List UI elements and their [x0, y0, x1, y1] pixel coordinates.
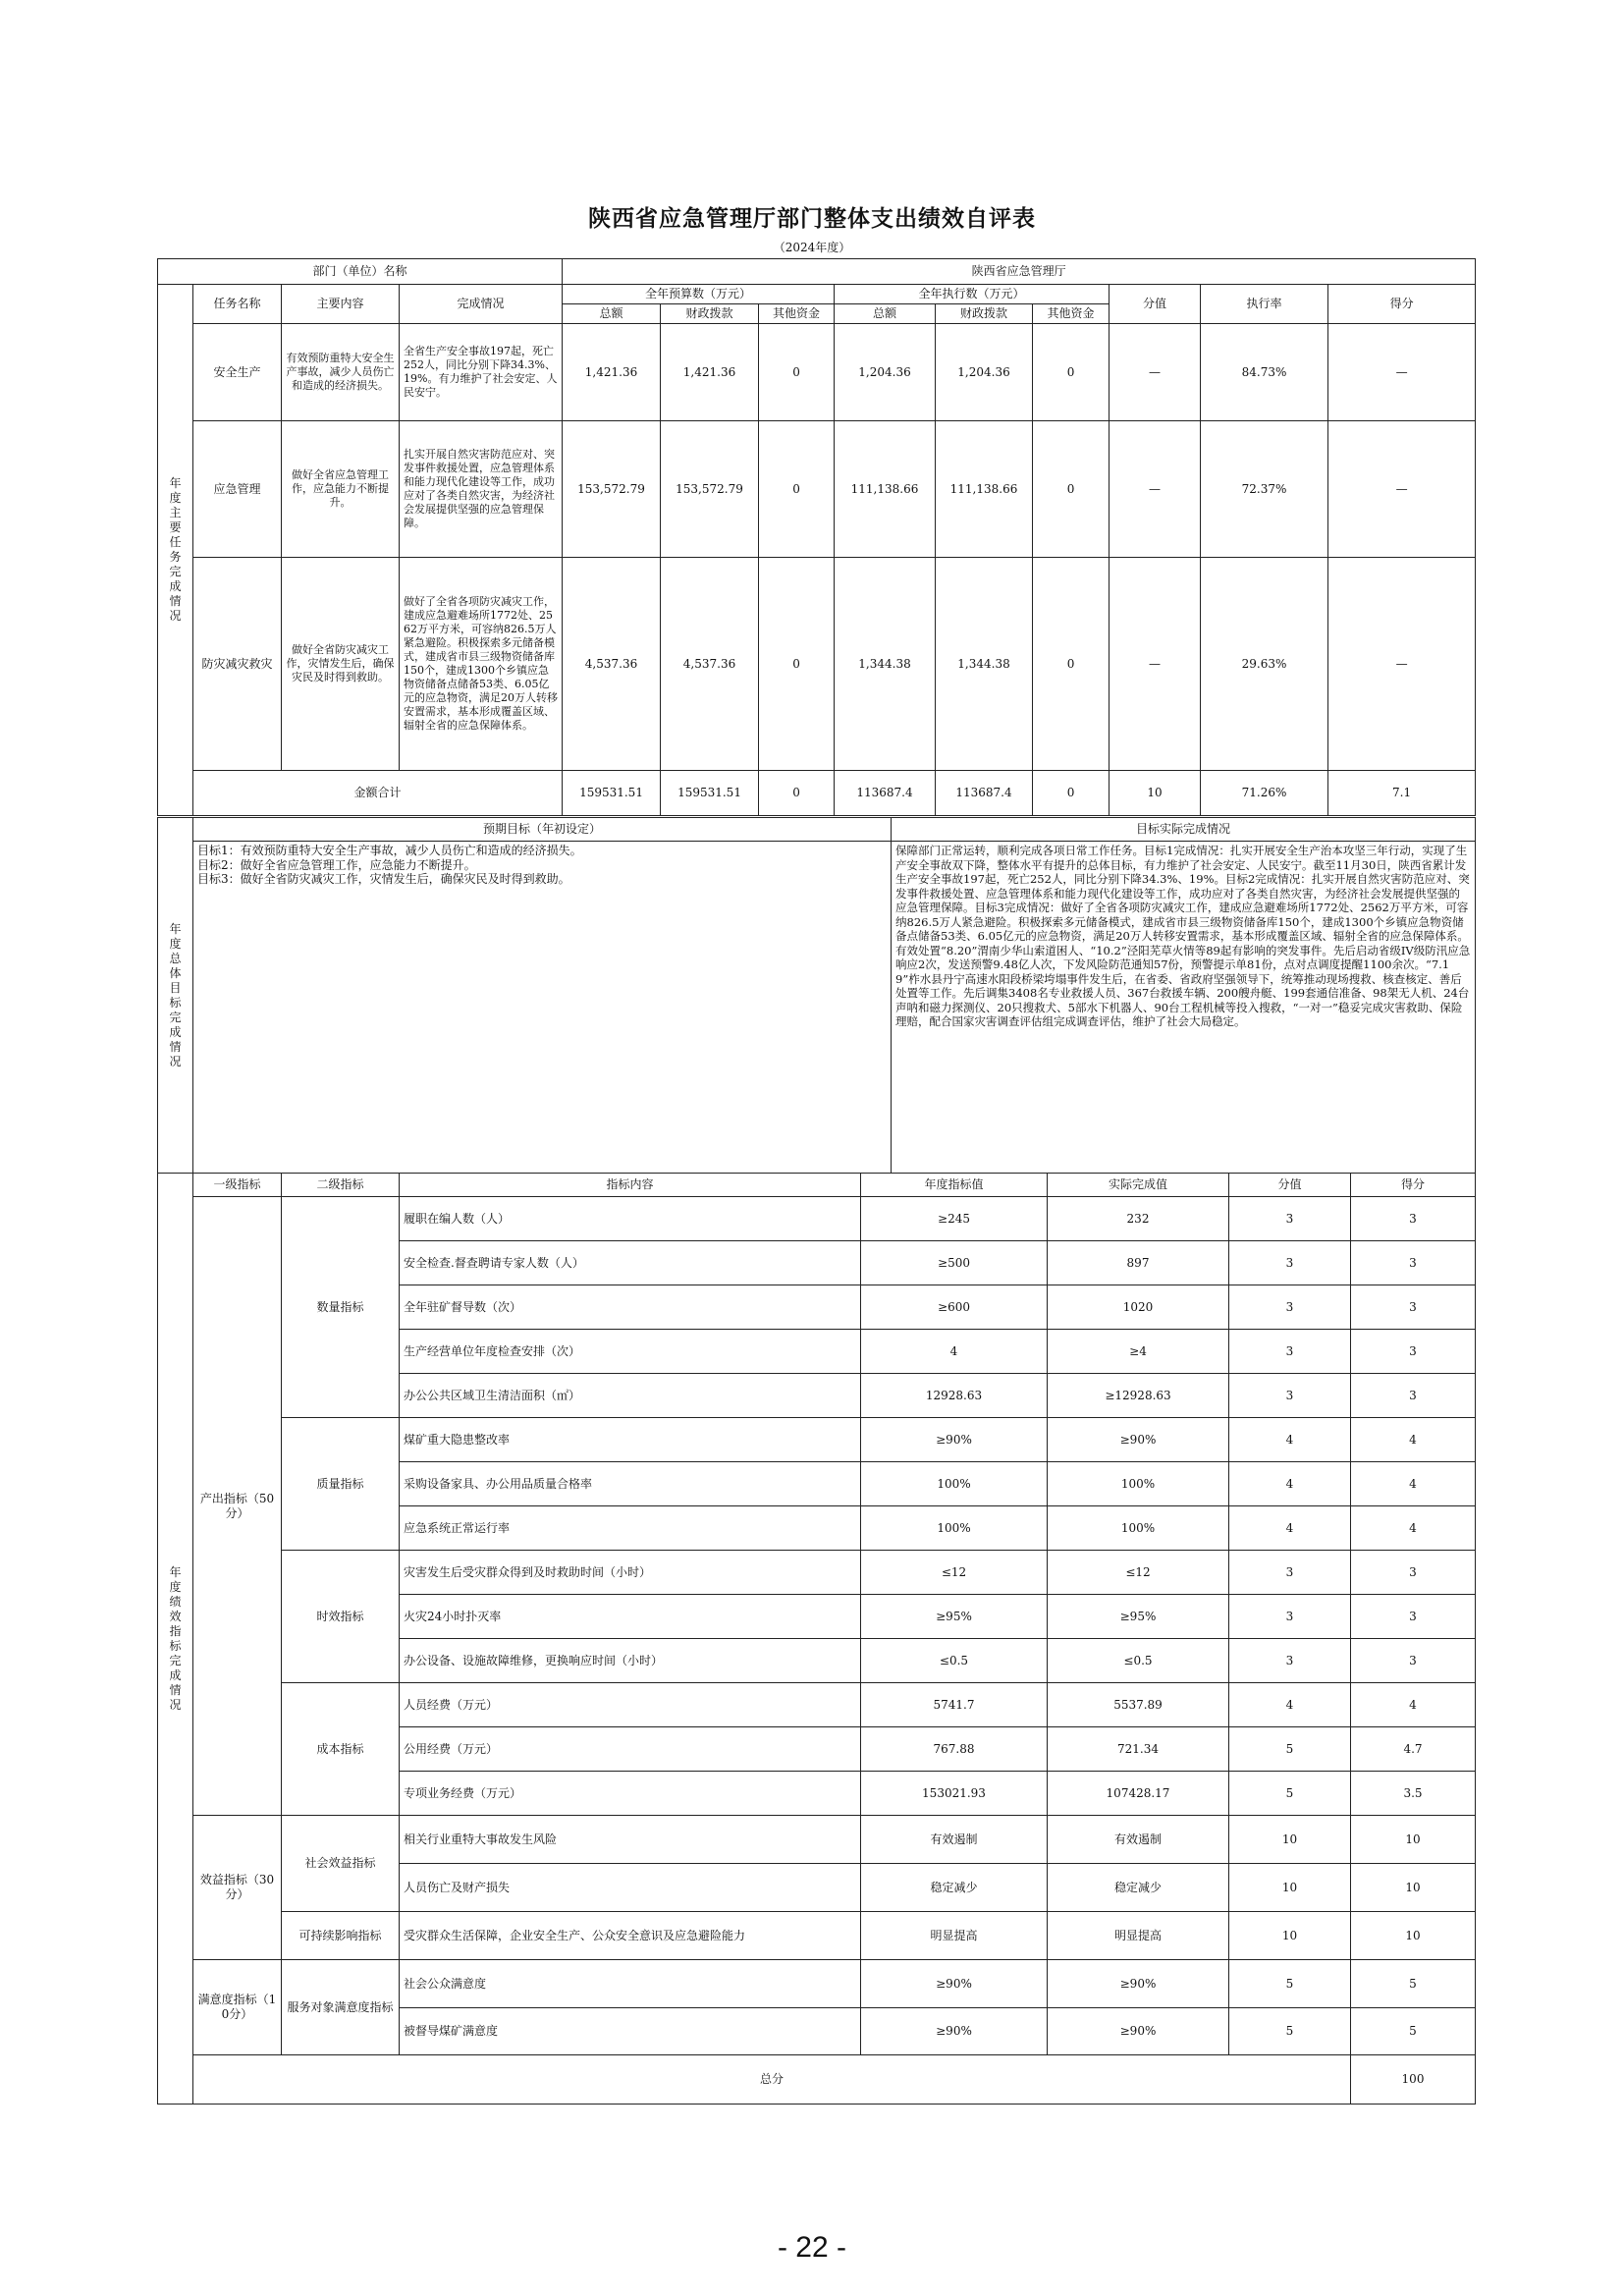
- indicator-value: 3: [1229, 1551, 1351, 1595]
- col-score: 得分: [1328, 285, 1476, 324]
- indicator-value: 3: [1229, 1330, 1351, 1374]
- task-exec-total: 111,138.66: [835, 421, 936, 558]
- table-row: [158, 1551, 1476, 1595]
- indicator-target: ≤0.5: [861, 1639, 1048, 1683]
- indicator-score: 3: [1351, 1551, 1476, 1595]
- total-row: [158, 771, 1476, 816]
- indicator-actual: 5537.89: [1048, 1683, 1229, 1727]
- task-exec-other: 0: [1033, 558, 1110, 771]
- task-budget-other: 0: [759, 421, 835, 558]
- table-row: [158, 1683, 1476, 1727]
- task-score-value: —: [1110, 421, 1201, 558]
- indicator-score: 3: [1351, 1241, 1476, 1285]
- task-score: —: [1328, 558, 1476, 771]
- indicator-actual: 1020: [1048, 1285, 1229, 1330]
- indicator-content: 灾害发生后受灾群众得到及时救助时间（小时）: [400, 1551, 861, 1595]
- task-content: 做好全省应急管理工作，应急能力不断提升。: [282, 421, 400, 558]
- indicator-content: 办公设备、设施故障维修，更换响应时间（小时）: [400, 1639, 861, 1683]
- indicator-score: 4: [1351, 1418, 1476, 1462]
- indicator-content: 社会公众满意度: [400, 1960, 861, 2008]
- document-year: （2024年度）: [773, 241, 851, 254]
- expected-goal-3: 目标3：做好全省防灾减灾工作，灾情发生后，确保灾民及时得到救助。: [197, 872, 570, 886]
- side-label-goals: 年度总体目标完成情况: [158, 818, 193, 1174]
- col-completion: 完成情况: [400, 285, 563, 324]
- dept-label: 部门（单位）名称: [158, 259, 563, 285]
- total-label: 金额合计: [193, 771, 563, 816]
- indicator-content: 煤矿重大隐患整改率: [400, 1418, 861, 1462]
- indicator-target: 153021.93: [861, 1772, 1048, 1816]
- indicator-target: ≥90%: [861, 1960, 1048, 2008]
- task-completion: 全省生产安全事故197起，死亡252人，同比分别下降34.3%、19%。有力维护了社会安定、人民安宁。: [400, 324, 563, 421]
- indicator-score: 4: [1351, 1683, 1476, 1727]
- indicator-score: 3: [1351, 1197, 1476, 1241]
- indicator-target: ≥90%: [861, 2008, 1048, 2055]
- dept-value: 陕西省应急管理厅: [563, 259, 1476, 285]
- indicator-table: [157, 1173, 1476, 2105]
- indicator-score: 4: [1351, 1462, 1476, 1506]
- indicator-value: 5: [1229, 1960, 1351, 2008]
- indicator-score: 4: [1351, 1506, 1476, 1551]
- indicator-actual: ≥95%: [1048, 1595, 1229, 1639]
- indicator-value: 5: [1229, 1772, 1351, 1816]
- total-exec-total: 113687.4: [835, 771, 936, 816]
- task-completion: 做好了全省各项防灾减灾工作，建成应急避难场所1772处、2562万平方米，可容纳826.5万人紧急避险。积极探索多元储备模式，建成省市县三级物资储备库150个，建成1300个乡镇应急物资储备点储备53类、6.05亿元的应急物资，满足20万人转移安置需求，基本形成覆盖区域、辐射全省的应急保障体系。: [400, 558, 563, 771]
- task-exec-rate: 72.37%: [1201, 421, 1328, 558]
- task-budget-fiscal: 4,537.36: [661, 558, 759, 771]
- col-score: 得分: [1351, 1174, 1476, 1197]
- col-exec-rate: 执行率: [1201, 285, 1328, 324]
- task-name: 安全生产: [193, 324, 282, 421]
- indicator-content: 人员经费（万元）: [400, 1683, 861, 1727]
- expected-goal-1: 目标1：有效预防重特大安全生产事故，减少人员伤亡和造成的经济损失。: [197, 844, 582, 857]
- output-indicator-label: 产出指标（50分）: [193, 1197, 282, 1816]
- task-score: —: [1328, 324, 1476, 421]
- indicator-score: 3: [1351, 1595, 1476, 1639]
- task-budget-total: 1,421.36: [563, 324, 661, 421]
- indicator-content: 公用经费（万元）: [400, 1727, 861, 1772]
- indicator-target: ≥500: [861, 1241, 1048, 1285]
- indicator-score: 4.7: [1351, 1727, 1476, 1772]
- task-exec-fiscal: 111,138.66: [936, 421, 1033, 558]
- task-row: [158, 421, 1476, 558]
- side-label-indicators: 年度绩效指标完成情况: [158, 1174, 193, 2105]
- col-budget-other: 其他资金: [759, 304, 835, 324]
- indicator-content: 全年驻矿督导数（次）: [400, 1285, 861, 1330]
- total-exec-other: 0: [1033, 771, 1110, 816]
- side-label-tasks: 年度主要任务完成情况: [158, 285, 193, 816]
- expected-goal-header: 预期目标（年初设定）: [193, 818, 892, 842]
- indicator-score: 10: [1351, 1864, 1476, 1912]
- task-budget-other: 0: [759, 324, 835, 421]
- indicator-content: 人员伤亡及财产损失: [400, 1864, 861, 1912]
- indicator-actual: 明显提高: [1048, 1912, 1229, 1960]
- task-content: 做好全省防灾减灾工作，灾情发生后，确保灾民及时得到救助。: [282, 558, 400, 771]
- col-target: 年度指标值: [861, 1174, 1048, 1197]
- indicator-score: 3: [1351, 1639, 1476, 1683]
- col-main-content: 主要内容: [282, 285, 400, 324]
- indicator-value: 4: [1229, 1506, 1351, 1551]
- service-indicator-label: 服务对象满意度指标: [282, 1960, 400, 2055]
- indicator-target: ≥95%: [861, 1595, 1048, 1639]
- satisfaction-indicator-label: 满意度指标（10分）: [193, 1960, 282, 2055]
- indicator-content: 专项业务经费（万元）: [400, 1772, 861, 1816]
- table-row: [158, 1960, 1476, 2008]
- task-budget-other: 0: [759, 558, 835, 771]
- task-completion: 扎实开展自然灾害防范应对、突发事件救援处置，应急管理体系和能力现代化建设等工作，成功应对了各类自然灾害，为经济社会发展提供坚强的应急管理保障。: [400, 421, 563, 558]
- indicator-actual: 稳定减少: [1048, 1864, 1229, 1912]
- task-name: 防灾减灾救灾: [193, 558, 282, 771]
- cost-indicator-label: 成本指标: [282, 1683, 400, 1816]
- indicator-score: 10: [1351, 1912, 1476, 1960]
- indicator-target: ≥600: [861, 1285, 1048, 1330]
- indicator-content: 安全检查.督查聘请专家人数（人）: [400, 1241, 861, 1285]
- indicator-content: 相关行业重特大事故发生风险: [400, 1816, 861, 1864]
- indicator-target: 明显提高: [861, 1912, 1048, 1960]
- task-exec-rate: 29.63%: [1201, 558, 1328, 771]
- quantity-indicator-label: 数量指标: [282, 1197, 400, 1418]
- indicator-actual: ≥90%: [1048, 1418, 1229, 1462]
- task-budget-total: 153,572.79: [563, 421, 661, 558]
- expected-goals: [193, 842, 892, 1174]
- indicator-value: 4: [1229, 1418, 1351, 1462]
- indicator-score: 3: [1351, 1374, 1476, 1418]
- task-exec-fiscal: 1,204.36: [936, 324, 1033, 421]
- indicator-value: 3: [1229, 1285, 1351, 1330]
- col-exec-other: 其他资金: [1033, 304, 1110, 324]
- indicator-actual: ≥90%: [1048, 1960, 1229, 2008]
- grand-total-row: [158, 2055, 1476, 2105]
- indicator-actual: ≤0.5: [1048, 1639, 1229, 1683]
- indicator-score: 3: [1351, 1330, 1476, 1374]
- indicator-score: 10: [1351, 1816, 1476, 1864]
- indicator-actual: 107428.17: [1048, 1772, 1229, 1816]
- actual-goal-header: 目标实际完成情况: [892, 818, 1476, 842]
- indicator-target: 767.88: [861, 1727, 1048, 1772]
- task-row: [158, 324, 1476, 421]
- total-exec-fiscal: 113687.4: [936, 771, 1033, 816]
- benefit-indicator-label: 效益指标（30分）: [193, 1816, 282, 1960]
- task-exec-total: 1,344.38: [835, 558, 936, 771]
- col-value: 分值: [1229, 1174, 1351, 1197]
- col-actual: 实际完成值: [1048, 1174, 1229, 1197]
- grand-total-value: 100: [1351, 2055, 1476, 2105]
- social-indicator-label: 社会效益指标: [282, 1816, 400, 1912]
- grand-total-label: 总分: [193, 2055, 1351, 2105]
- total-score-value: 10: [1110, 771, 1201, 816]
- task-score-value: —: [1110, 558, 1201, 771]
- col-budget-group: 全年预算数（万元）: [563, 285, 835, 304]
- indicator-value: 5: [1229, 2008, 1351, 2055]
- indicator-value: 10: [1229, 1816, 1351, 1864]
- indicator-actual: 100%: [1048, 1462, 1229, 1506]
- indicator-actual: ≥90%: [1048, 2008, 1229, 2055]
- indicator-actual: 897: [1048, 1241, 1229, 1285]
- indicator-value: 3: [1229, 1197, 1351, 1241]
- quality-indicator-label: 质量指标: [282, 1418, 400, 1551]
- table-row: [158, 1197, 1476, 1241]
- task-score-value: —: [1110, 324, 1201, 421]
- indicator-content: 火灾24小时扑灭率: [400, 1595, 861, 1639]
- indicator-target: ≥90%: [861, 1418, 1048, 1462]
- col-score-value: 分值: [1110, 285, 1201, 324]
- task-content: 有效预防重特大安全生产事故，减少人员伤亡和造成的经济损失。: [282, 324, 400, 421]
- table-row: [158, 1816, 1476, 1864]
- actual-goals: 保障部门正常运转，顺利完成各项日常工作任务。目标1完成情况：扎实开展安全生产治本攻坚三年行动，实现了生产安全事故双下降，整体水平有提升的总体目标，有力维护了社会安定、人民安宁。截至11月30日，陕西省累计发生产安全事故197起，死亡252人，同比分别下降34.3%、19%。目标2完成情况：扎实开展自然灾害防范应对、突发事件救援处置、应急管理体系和能力现代化建设等工作，成功应对了各类自然灾害，为经济社会发展提供坚强的应急管理保障。目标3完成情况：做好了全省各项防灾减灾工作，建成应急避难场所1772处、2562万平方米，可容纳826.5万人紧急避险。积极探索多元储备模式，建成省市县三级物资储备库150个，建成1300个乡镇应急物资储备点储备53类、6.05亿元的应急物资，满足20万人转移安置需求，基本形成覆盖区域、辐射全省的应急保障体系。有效处置“8.20”渭南少华山索道困人、“10.2”泾阳芜草火情等89起有影响的突发事件。先后启动省级IV级防汛应急响应2次，发送预警9.48亿人次，下发风险防范通知57份，预警提示单81份，点对点调度提醒1100余次。“7.19”柞水县丹宁高速水阳段桥梁垮塌事件发生后，在省委、省政府坚强领导下，统筹推动现场搜救、核查核定、善后处置等工作。先后调集3408名专业救援人员、367台救援车辆、200艘舟艇、199套通信准备、98架无人机、24台声呐和磁力探测仪、20只搜救犬、5部水下机器人、90台工程机械等投入搜救，“一对一”稳妥完成灾害救助、保险理赔，配合国家灾害调查评估组完成调查评估，维护了社会大局稳定。: [892, 842, 1476, 1174]
- col-budget-total: 总额: [563, 304, 661, 324]
- total-budget-fiscal: 159531.51: [661, 771, 759, 816]
- task-budget-fiscal: 1,421.36: [661, 324, 759, 421]
- indicator-value: 3: [1229, 1639, 1351, 1683]
- task-table: [157, 258, 1476, 816]
- indicator-target: 100%: [861, 1506, 1048, 1551]
- col-level1: 一级指标: [193, 1174, 282, 1197]
- indicator-score: 5: [1351, 1960, 1476, 2008]
- sustainable-indicator-label: 可持续影响指标: [282, 1912, 400, 1960]
- indicator-content: 受灾群众生活保障，企业安全生产、公众安全意识及应急避险能力: [400, 1912, 861, 1960]
- indicator-actual: ≤12: [1048, 1551, 1229, 1595]
- total-budget-total: 159531.51: [563, 771, 661, 816]
- indicator-target: ≥245: [861, 1197, 1048, 1241]
- document-title: 陕西省应急管理厅部门整体支出绩效自评表: [588, 205, 1036, 232]
- indicator-score: 5: [1351, 2008, 1476, 2055]
- indicator-value: 4: [1229, 1683, 1351, 1727]
- task-row: [158, 558, 1476, 771]
- indicator-target: 5741.7: [861, 1683, 1048, 1727]
- indicator-value: 10: [1229, 1912, 1351, 1960]
- page-number: - 22 -: [777, 2231, 847, 2264]
- col-task-name: 任务名称: [193, 285, 282, 324]
- task-budget-fiscal: 153,572.79: [661, 421, 759, 558]
- task-exec-other: 0: [1033, 324, 1110, 421]
- task-exec-other: 0: [1033, 421, 1110, 558]
- table-row: [158, 1418, 1476, 1462]
- indicator-actual: 100%: [1048, 1506, 1229, 1551]
- col-budget-fiscal: 财政拨款: [661, 304, 759, 324]
- indicator-score: 3: [1351, 1285, 1476, 1330]
- indicator-target: 有效遏制: [861, 1816, 1048, 1864]
- task-score: —: [1328, 421, 1476, 558]
- task-exec-total: 1,204.36: [835, 324, 936, 421]
- indicator-target: ≤12: [861, 1551, 1048, 1595]
- indicator-value: 10: [1229, 1864, 1351, 1912]
- indicator-target: 4: [861, 1330, 1048, 1374]
- goals-table: [157, 817, 1476, 1174]
- indicator-content: 办公公共区域卫生清洁面积（㎡）: [400, 1374, 861, 1418]
- col-exec-fiscal: 财政拨款: [936, 304, 1033, 324]
- task-exec-rate: 84.73%: [1201, 324, 1328, 421]
- indicator-content: 生产经营单位年度检查安排（次）: [400, 1330, 861, 1374]
- task-exec-fiscal: 1,344.38: [936, 558, 1033, 771]
- indicator-actual: 有效遏制: [1048, 1816, 1229, 1864]
- col-content: 指标内容: [400, 1174, 861, 1197]
- indicator-content: 采购设备家具、办公用品质量合格率: [400, 1462, 861, 1506]
- task-budget-total: 4,537.36: [563, 558, 661, 771]
- timeliness-indicator-label: 时效指标: [282, 1551, 400, 1683]
- indicator-actual: ≥12928.63: [1048, 1374, 1229, 1418]
- indicator-target: 稳定减少: [861, 1864, 1048, 1912]
- indicator-value: 3: [1229, 1241, 1351, 1285]
- indicator-value: 5: [1229, 1727, 1351, 1772]
- total-score: 7.1: [1328, 771, 1476, 816]
- col-exec-total: 总额: [835, 304, 936, 324]
- total-budget-other: 0: [759, 771, 835, 816]
- col-exec-group: 全年执行数（万元）: [835, 285, 1110, 304]
- indicator-score: 3.5: [1351, 1772, 1476, 1816]
- indicator-content: 被督导煤矿满意度: [400, 2008, 861, 2055]
- indicator-target: 100%: [861, 1462, 1048, 1506]
- indicator-value: 3: [1229, 1374, 1351, 1418]
- indicator-value: 3: [1229, 1595, 1351, 1639]
- col-level2: 二级指标: [282, 1174, 400, 1197]
- total-exec-rate: 71.26%: [1201, 771, 1328, 816]
- table-row: [158, 1912, 1476, 1960]
- indicator-content: 应急系统正常运行率: [400, 1506, 861, 1551]
- indicator-actual: 721.34: [1048, 1727, 1229, 1772]
- indicator-actual: 232: [1048, 1197, 1229, 1241]
- indicator-content: 履职在编人数（人）: [400, 1197, 861, 1241]
- expected-goal-2: 目标2：做好全省应急管理工作，应急能力不断提升。: [197, 857, 476, 872]
- indicator-actual: ≥4: [1048, 1330, 1229, 1374]
- indicator-value: 4: [1229, 1462, 1351, 1506]
- task-name: 应急管理: [193, 421, 282, 558]
- indicator-target: 12928.63: [861, 1374, 1048, 1418]
